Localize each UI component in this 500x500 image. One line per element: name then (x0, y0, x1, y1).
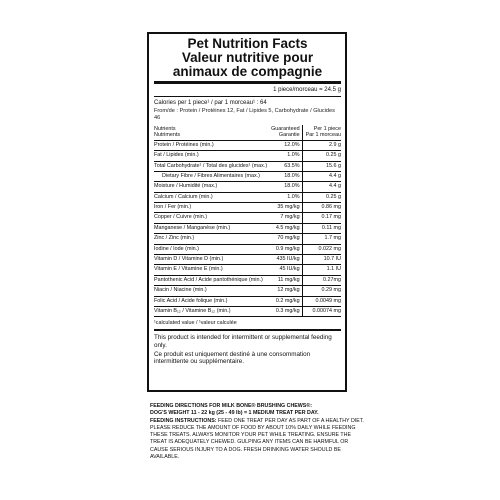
header-garantie: Garantie (278, 132, 300, 139)
nutrient-row (154, 151, 341, 161)
nutrient-per-piece: 15.6 g (302, 161, 341, 171)
nutrient-guaranteed: 1.0% (270, 151, 302, 161)
feeding-instructions-text: FEED ONE TREAT PER DAY AS PART OF A HEALTHY DIET. PLEASE REDUCE THE AMOUNT OF FOOD BY ABOUT 10% DAILY WHILE FEEDING THESE TREATS. ALWAYS MONITOR YOUR PET WHILE TREATING. ENSURE THE TREAT IS ADEQUATELY CHEWED. GULPING ANY ITEMS CAN BE HARMFUL OR CAUSE SERIOUS INJURY TO A DOG. FRESH DRINKING WATER SHOULD BE AVAILABLE. (150, 417, 364, 461)
disclaimer-french: Ce produit est uniquement destiné à une consommation intermittente ou supplémentaire. (154, 350, 311, 366)
nutrient-name: Vitamin E / Vitamine E (min.) (154, 265, 270, 275)
nutrient-per-piece: 0.86 mg (302, 203, 341, 213)
nutrient-row (154, 223, 341, 233)
nutrient-name: Dietary Fibre / Fibres Alimentaires (max.) (154, 171, 270, 181)
nutrient-guaranteed: 63.5% (270, 161, 302, 171)
disclaimer-english: This product is intended for intermittent or supplemental feeding only. (154, 334, 332, 349)
nutrient-row (154, 234, 341, 244)
nutrient-guaranteed: 11 mg/kg (270, 275, 302, 285)
nutrient-row (154, 265, 341, 275)
header-nutrients: Nutrients (154, 125, 176, 132)
disclaimer-block (154, 329, 341, 365)
nutrient-guaranteed: 12.0% (270, 140, 302, 150)
calculated-value-note: ¹calculated value / ¹valeur calculée (154, 316, 341, 329)
header-per-piece: Per 1 piece (313, 125, 341, 132)
nutrient-guaranteed: 12 mg/kg (270, 286, 302, 296)
nutrient-name: Moisture / Humidité (max.) (154, 182, 270, 192)
nutrient-guaranteed: 435 IU/kg (270, 255, 302, 265)
nutrient-row (154, 275, 341, 285)
nutrient-name: Fat / Lipides (min.) (154, 151, 270, 161)
nutrient-per-piece: 0.27mg (302, 275, 341, 285)
nutrient-per-piece: 0.11 mg (302, 223, 341, 233)
nutrient-per-piece: 4.4 g (302, 171, 341, 181)
calories-line: Calories per 1 piece¹ / par 1 morceau¹ : 64 (154, 100, 267, 107)
serving-size: 1 piece/morceau = 24.5 g (273, 87, 341, 94)
nutrient-name: Protein / Protéines (min.) (154, 140, 270, 150)
nutrition-facts-panel (147, 32, 347, 392)
nutrients-header (154, 125, 270, 140)
nutrient-row (154, 213, 341, 223)
feeding-dog-weight: DOG'S WEIGHT 11 - 22 kg (25 - 49 lb) = 1 MEDIUM TREAT PER DAY. (150, 410, 319, 417)
title-french: Valeur nutritive pour animaux de compagnie (172, 49, 323, 79)
nutrient-per-piece: 0.25 g (302, 192, 341, 202)
nutrient-row (154, 244, 341, 254)
nutrient-name: Copper / Cuivre (min.) (154, 213, 270, 223)
nutrient-row (154, 255, 341, 265)
nutrient-per-piece: 0.0049 mg (302, 296, 341, 306)
nutrient-row (154, 306, 341, 316)
nutrient-guaranteed: 18.0% (270, 171, 302, 181)
title-english: Pet Nutrition Facts (187, 36, 308, 51)
nutrient-name: Iodine / Iode (min.) (154, 244, 270, 254)
nutrient-guaranteed: 4.5 mg/kg (270, 223, 302, 233)
nutrient-per-piece: 0.25 g (302, 151, 341, 161)
header-nutriments: Nutriments (154, 132, 181, 139)
guaranteed-header (270, 125, 302, 140)
nutrient-guaranteed: 45 IU/kg (270, 265, 302, 275)
nutrient-row (154, 203, 341, 213)
header-guaranteed: Guaranteed (271, 125, 300, 132)
nutrient-row (154, 192, 341, 202)
nutrient-name: Zinc / Zinc (min.) (154, 234, 270, 244)
nutrient-per-piece: 4.4 g (302, 182, 341, 192)
calories-block (154, 97, 341, 121)
feeding-instructions-label: FEEDING INSTRUCTIONS: (150, 417, 217, 424)
nutrient-per-piece: 0.29 mg (302, 286, 341, 296)
nutrient-guaranteed: 35 mg/kg (270, 203, 302, 213)
calories-breakdown: From/de : Protein / Protéines 12, Fat / Lipides 5, Carbohydrate / Glucides 46 (154, 107, 335, 121)
nutrient-per-piece: 10.7 IU (302, 255, 341, 265)
nutrient-row (154, 140, 341, 150)
nutrient-per-piece: 2.9 g (302, 140, 341, 150)
nutrient-name: Niacin / Niacine (min.) (154, 286, 270, 296)
nutrient-row (154, 286, 341, 296)
nutrient-row (154, 296, 341, 306)
nutrient-guaranteed: 18.0% (270, 182, 302, 192)
table-header-row (154, 125, 341, 140)
nutrient-guaranteed: 1.0% (270, 192, 302, 202)
per-piece-header (302, 125, 341, 140)
nutrient-name: Pantothenic Acid / Acide pantothénique (min.) (154, 275, 270, 285)
nutrient-per-piece: 1.1 IU (302, 265, 341, 275)
nutrient-row (154, 161, 341, 171)
nutrient-row (154, 182, 341, 192)
nutrient-per-piece: 0.00074 mg (302, 306, 341, 316)
nutrient-guaranteed: 0.9 mg/kg (270, 244, 302, 254)
nutrient-per-piece: 1.7 mg (302, 234, 341, 244)
nutrient-name: Folic Acid / Acide folique (min.) (154, 296, 270, 306)
nutrient-row (154, 171, 341, 181)
nutrient-name: Iron / Fer (min.) (154, 203, 270, 213)
nutrient-name: Vitamin B₁₂ / Vitamine B₁₂ (min.) (154, 306, 270, 316)
nutrient-name: Vitamin D / Vitamine D (min.) (154, 255, 270, 265)
feeding-directions (150, 403, 365, 461)
nutrient-guaranteed: 7 mg/kg (270, 213, 302, 223)
feeding-directions-heading: FEEDING DIRECTIONS FOR MILK BONE® BRUSHING CHEWS®: (150, 403, 313, 409)
nutrient-per-piece: 0.022 mg (302, 244, 341, 254)
nutrient-table (154, 125, 341, 317)
nutrient-name: Calcium / Calcium (min.) (154, 192, 270, 202)
nutrient-guaranteed: 70 mg/kg (270, 234, 302, 244)
header-par-morceau: Par 1 morceau (305, 132, 341, 139)
nutrient-guaranteed: 0.2 mg/kg (270, 296, 302, 306)
feeding-instructions (150, 418, 365, 462)
panel-title (154, 37, 341, 78)
nutrient-name: Total Carbohydrate¹ / Total des glucides¹ (max.) (154, 161, 270, 171)
nutrient-name: Manganese / Manganèse (min.) (154, 223, 270, 233)
nutrient-guaranteed: 0.3 mg/kg (270, 306, 302, 316)
nutrient-per-piece: 0.17 mg (302, 213, 341, 223)
